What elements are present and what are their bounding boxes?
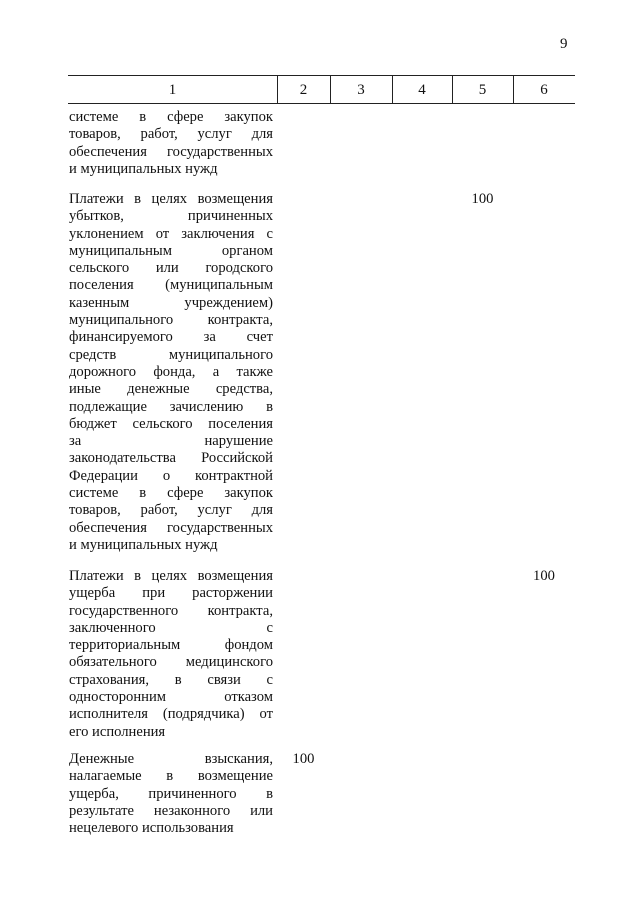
text-line: заключенного с <box>69 619 273 636</box>
text-line: его исполнения <box>69 723 166 740</box>
text-line: Платежи в целях возмещения <box>69 191 273 207</box>
cell-value: 100 <box>471 191 494 207</box>
text-line: средств муниципального <box>69 346 273 363</box>
header-cell-3: 3 <box>357 82 365 98</box>
table-row-description <box>69 191 273 554</box>
text-line: односторонним отказом <box>69 689 273 706</box>
text-line: страхования, в связи с <box>69 671 273 688</box>
text-line: казенным учреждением) <box>69 294 273 311</box>
header-cell-2: 2 <box>299 82 308 98</box>
header-bottom-border <box>68 103 575 104</box>
text-line: Денежные взыскания, <box>69 751 273 767</box>
text-line: территориальным фондом <box>69 637 273 654</box>
table-row-description <box>69 751 273 837</box>
page-number: 9 <box>560 36 568 52</box>
text-line: ущерба при расторжении <box>69 585 273 602</box>
text-line: исполнителя (подрядчика) от <box>69 706 273 723</box>
header-cell-4: 4 <box>418 82 426 98</box>
text-line: налагаемые в возмещение <box>69 768 273 785</box>
text-line: обеспечения государственных <box>69 143 273 160</box>
text-line: законодательства Российской <box>69 450 273 467</box>
text-line: и муниципальных нужд <box>69 536 218 553</box>
cell-value: 100 <box>533 568 555 584</box>
text-line: нецелевого использования <box>69 820 234 837</box>
text-line: за нарушение <box>69 433 273 450</box>
text-line: обеспечения государственных <box>69 519 273 536</box>
header-cell-1: 1 <box>168 82 177 98</box>
text-line: поселения (муниципальным <box>69 277 273 294</box>
text-line: товаров, работ, услуг для <box>69 126 273 143</box>
text-line: системе в сфере закупок <box>69 485 273 502</box>
text-line: и муниципальных нужд <box>69 160 218 177</box>
header-cell-5: 5 <box>478 82 487 98</box>
text-line: товаров, работ, услуг для <box>69 502 273 519</box>
text-line: дорожного фонда, а также <box>69 363 273 380</box>
text-line: убытков, причиненных <box>69 208 273 225</box>
cell-value: 100 <box>292 751 315 767</box>
text-line: подлежащие зачислению в <box>69 398 273 415</box>
text-line: муниципального контракта, <box>69 312 273 329</box>
header-cell-6: 6 <box>540 82 548 98</box>
text-line: государственного контракта, <box>69 602 273 619</box>
text-line: муниципальным органом <box>69 242 273 259</box>
text-line: обязательного медицинского <box>69 654 273 671</box>
text-line: уклонением от заключения с <box>69 225 273 242</box>
text-line: ущерба, причиненного в <box>69 785 273 802</box>
text-line: Федерации о контрактной <box>69 467 273 484</box>
text-line: системе в сфере закупок <box>69 109 273 125</box>
text-line: бюджет сельского поселения <box>69 415 273 432</box>
text-line: сельского или городского <box>69 260 273 277</box>
table-row-description <box>69 109 273 178</box>
text-line: иные денежные средства, <box>69 381 273 398</box>
text-line: результате незаконного или <box>69 802 273 819</box>
text-line: финансируемого за счет <box>69 329 273 346</box>
table-row-description <box>69 568 273 741</box>
text-line: Платежи в целях возмещения <box>69 568 273 584</box>
